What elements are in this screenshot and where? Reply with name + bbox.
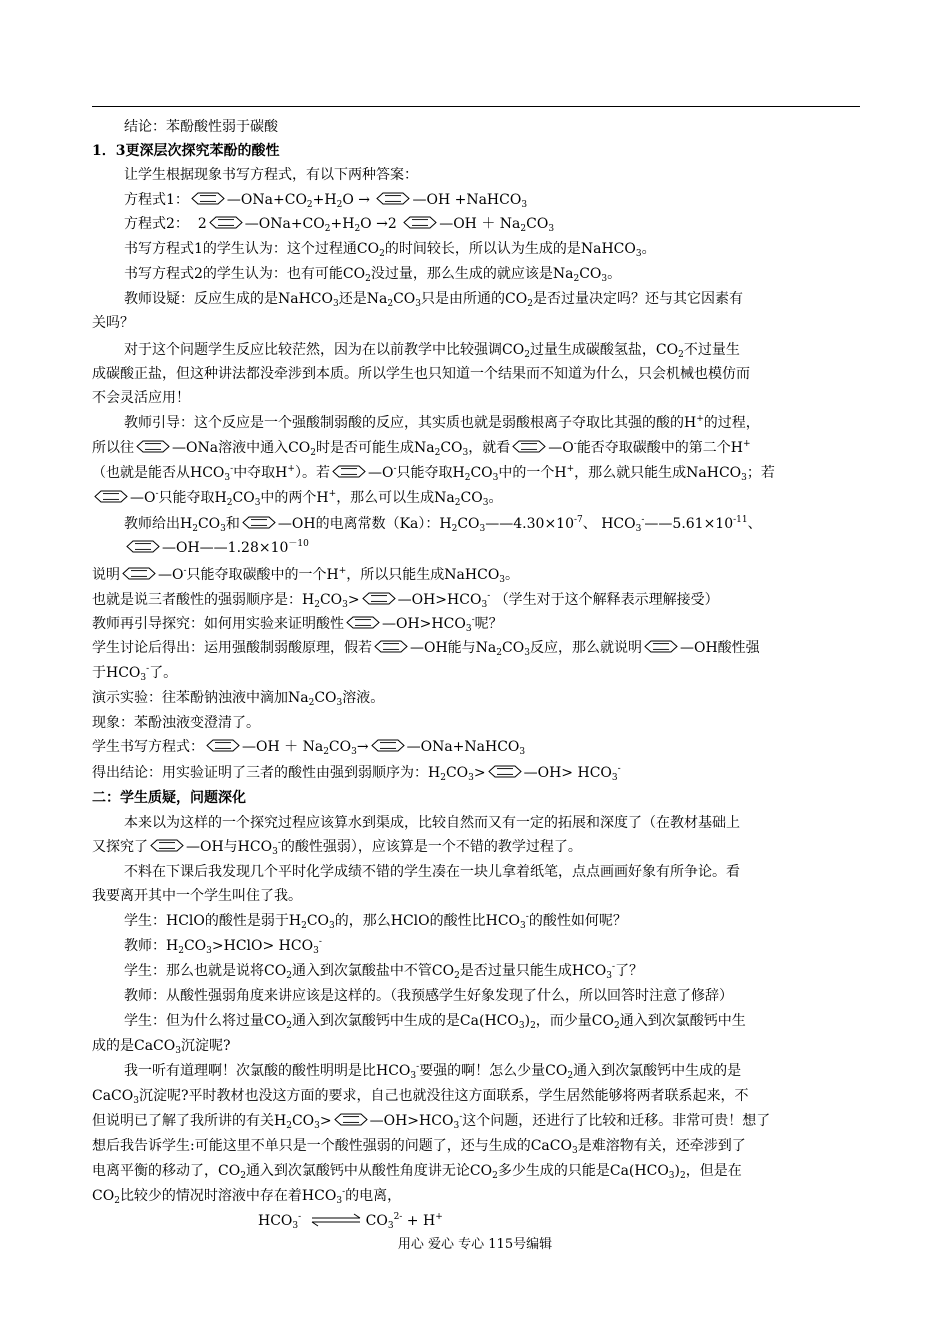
text-line: 学生讨论后得出：运用强酸制弱酸原理，假若 —OH能与$Na_2CO_3$反应，那么就说明 —OH酸性强	[92, 640, 760, 658]
text-line: 但说明已了解了我所讲的有关$H_2CO_3>$ $—OH>HCO_3^-$这个问题，还进行了比较和迁移。非常可贵！想了	[92, 1112, 771, 1131]
benzene-ring-icon	[373, 640, 409, 653]
section-heading: 1．3更深层次探究苯酚的酸性	[92, 143, 280, 159]
text-line: 学生书写方程式： —OH ＋ $Na_2CO_3\to$ —ONa+NaHCO$_3$	[92, 739, 526, 757]
text-line: 现象：苯酚浊液变澄清了。	[92, 715, 260, 731]
text-line: $CO_2$比较少的情况时溶液中存在着$HCO_3^-$的电离，	[92, 1187, 402, 1206]
text-line: 成的是CaCO$_3$沉淀呢?	[92, 1038, 231, 1056]
text-line: 本来以为这样的一个探究过程应该算水到渠成，比较自然而又有一定的拓展和深度了（在教材基础上	[124, 815, 740, 831]
text-line: 于$HCO_3^-$了。	[92, 664, 178, 683]
equation-2: 方程式2： 2 $—ONa+CO_2+H_2O \to 2$ —OH ＋ $Na_2CO_3$	[124, 216, 555, 234]
text-line: —O-只能夺取$H_2CO_3$中的两个H+，那么可以生成$Na_2CO_3$。	[92, 488, 864, 510]
text-line: 电离平衡的移动了，$CO_2$通入到次氯酸钙中从酸性角度讲无论$CO_2$多少生成的只能是$Ca(HCO_3)_2$，但是在	[92, 1163, 742, 1181]
benzene-ring-icon	[190, 192, 226, 205]
benzene-ring-icon	[361, 592, 397, 605]
text-line: 所以往 —ONa溶液中通入$CO_2$时是否可能生成$Na_2CO_3$，就看 —O-能否夺取碳酸中的第二个H+	[92, 439, 751, 458]
text-line: 教师：从酸性强弱角度来讲应该是这样的。（我预感学生好象发现了什么，所以回答时注意了修辞）	[124, 988, 733, 1004]
text-line: CaCO$_3$沉淀呢?平时教材也没这方面的要求，自己也就没往这方面联系，学生居然能够将两者联系起来，不	[92, 1088, 749, 1106]
benzene-ring-icon	[345, 616, 381, 629]
equilibrium-arrow-icon	[310, 1213, 362, 1227]
text-line: 想后我告诉学生:可能这里不单只是一个酸性强弱的问题了，还与生成的CaCO$_3$是难溶物有关，还牵涉到了	[92, 1138, 746, 1156]
text-line: 教师引导：这个反应是一个强酸制弱酸的反应，其实质也就是弱酸根离子夺取比其强的酸的H+的过程，	[124, 414, 760, 431]
text-line: 我要离开其中一个学生叫住了我。	[92, 888, 302, 904]
equation-1: 方程式1： $—ONa+CO_2+H_2O$ → —OH +NaHCO$_3$	[124, 192, 528, 210]
header-rule	[92, 106, 860, 107]
benzene-ring-icon	[643, 640, 679, 653]
section-heading: 二：学生质疑，问题深化	[92, 790, 246, 806]
text-line: 学生：但为什么将过量$CO_2$通入到次氯酸钙中生成的是$Ca(HCO_3)_2$，而少量$CO_2$通入到次氯酸钙中生	[124, 1013, 746, 1031]
benzene-ring-icon	[121, 567, 157, 580]
text-line: （也就是能否从$HCO_3^-$中夺取H+）。若 —O-只能夺取$H_2CO_3$中的一个H+，那么就只能生成NaHCO$_3$；若	[92, 464, 775, 483]
benzene-ring-icon	[511, 440, 547, 453]
text-line: 书写方程式2的学生认为：也有可能$CO_2$没过量，那么生成的就应该是$Na_2CO_3$。	[124, 266, 622, 284]
text-line: 教师设疑：反应生成的是NaHCO$_3$还是$Na_2CO_3$只是由所通的$CO_2$是否过量决定吗？还与其它因素有	[124, 291, 743, 309]
text-line: 演示实验：往苯酚钠浊液中滴加$Na_2CO_3$溶液。	[92, 690, 385, 708]
text-line: 得出结论：用实验证明了三者的酸性由强到弱顺序为：$H_2CO_3>$ —OH> $HCO_3^-$	[92, 764, 621, 783]
benzene-ring-icon	[402, 216, 438, 229]
text-line: 教师再引导探究：如何用实验来证明酸性 $—OH>HCO_3^-$呢？	[92, 615, 503, 634]
benzene-ring-icon	[205, 739, 241, 752]
benzene-ring-icon	[331, 465, 367, 478]
page-footer: 用心 爱心 专心 115号编辑	[397, 1237, 553, 1252]
benzene-ring-icon	[333, 1113, 369, 1126]
text-line: 又探究了 —OH与$HCO_3^-$的酸性强弱），应该算是一个不错的教学过程了。	[92, 838, 582, 857]
benzene-ring-icon	[241, 516, 277, 529]
text-line: 关吗？	[92, 315, 134, 331]
text-line: $—OH——1.28\times 10^{-10}$	[92, 538, 864, 560]
ionization-equation: $HCO_3^-$ $CO_3^{2-} + H^+$	[258, 1212, 443, 1231]
text-line: 不料在下课后我发现几个平时化学成绩不错的学生凑在一块儿拿着纸笔，点点画画好象有所争论。看	[124, 864, 740, 880]
text-line: 也就是说三者酸性的强弱顺序是：$H_2CO_3>$ $—OH>HCO_3^-$ （学生对于这个解释表示理解接受）	[92, 591, 719, 610]
benzene-ring-icon	[125, 540, 161, 553]
text-line: 说明 —O-只能夺取碳酸中的一个H+，所以只能生成NaHCO$_3$。	[92, 566, 520, 585]
benzene-ring-icon	[93, 490, 129, 503]
text-line: 学生：那么也就是说将$CO_2$通入到次氯酸盐中不管$CO_2$是否过量只能生成$HCO_3^-$了？	[124, 962, 644, 981]
text-line: 对于这个问题学生反应比较茫然，因为在以前教学中比较强调$CO_2$过量生成碳酸氢盐，$CO_2$不过量生	[124, 342, 740, 360]
text-line: 成碳酸正盐，但这种讲法都没牵涉到本质。所以学生也只知道一个结果而不知道为什么，只会机械也模仿而	[92, 366, 750, 382]
text-line: 学生：HClO的酸性是弱于$H_2CO_3$的，那么HClO的酸性比$HCO_3^-$的酸性如何呢？	[124, 912, 627, 931]
text-line: 结论：苯酚酸性弱于碳酸	[124, 119, 278, 135]
benzene-ring-icon	[487, 765, 523, 778]
text-line: 教师给出$H_2CO_3$和 —OH的电离常数（Ka）：$H_2CO_3——4.30\times 10^{-7}$、 $HCO_3^-——5.61\times 10^{-11}$、	[124, 515, 762, 534]
text-line: 让学生根据现象书写方程式，有以下两种答案：	[124, 167, 418, 183]
benzene-ring-icon	[208, 216, 244, 229]
benzene-ring-icon	[149, 839, 185, 852]
text-line: 书写方程式1的学生认为：这个过程通$CO_2$的时间较长，所以认为生成的是NaHCO$_3$。	[124, 241, 656, 259]
benzene-ring-icon	[375, 192, 411, 205]
text-line: 我一听有道理啊！次氯酸的酸性明明是比$HCO_3^-$要强的啊！怎么少量$CO_2$通入到次氯酸钙中生成的是	[124, 1062, 742, 1081]
text-line: 教师：$H_2CO_3>HClO> HCO_3^-$	[124, 937, 322, 956]
benzene-ring-icon	[135, 440, 171, 453]
benzene-ring-icon	[370, 739, 406, 752]
text-line: 不会灵活应用！	[92, 390, 190, 406]
